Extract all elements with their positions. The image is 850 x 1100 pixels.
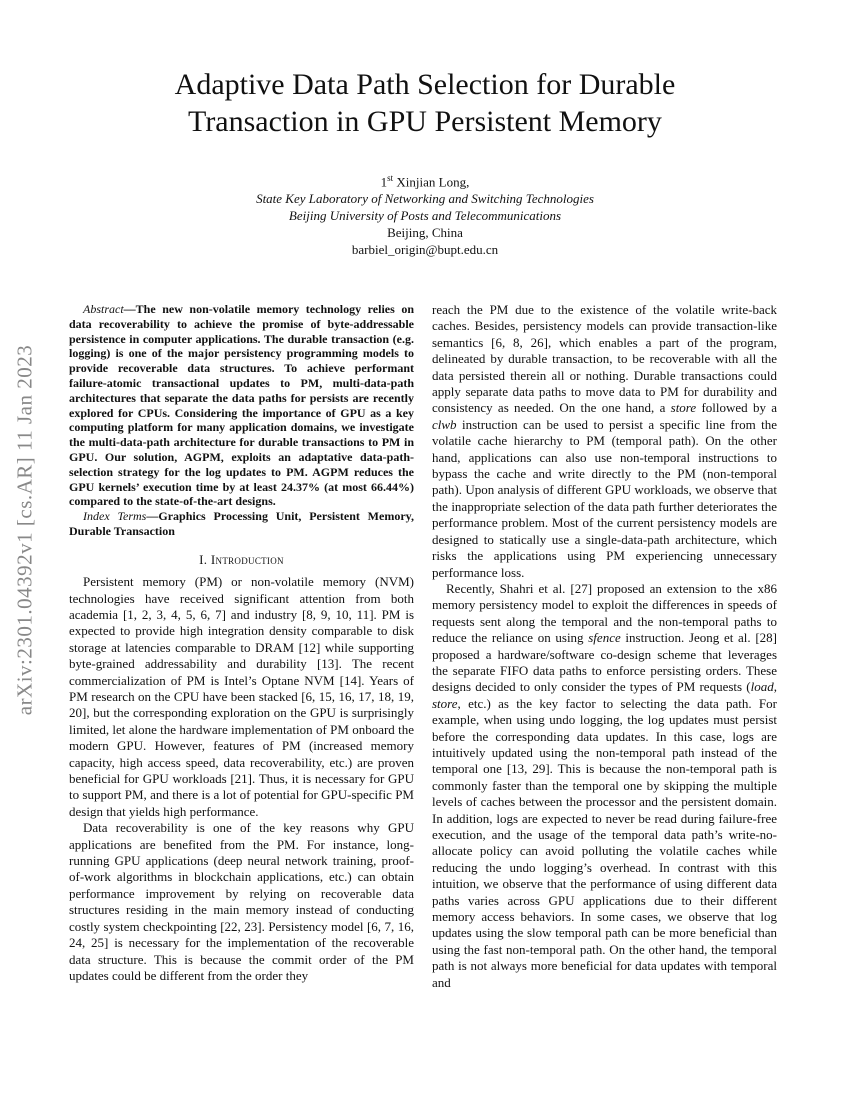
- paragraph-text: , etc.) as the key factor to selecting the data path. For example, when using undo logging, the log updates must persist before the corresponding data updates. In this case, logs are intuitively updated using the non-temporal path instead of the temporal one [13, 29]. This is because the non-temporal path is commonly faster than the temporal one by skipping the multiple levels of caches between the processor and the persistent domain. In addition, logs are expected to never be read during failure-free execution, and the usage of the temporal data path’s write-no-allocate policy can avoid polluting the volatile caches while reducing the undo logging’s overhead. In contrast with this intuition, we observe that the performance of using different data paths varies across GPU applications due to their different memory access behaviors. In some cases, we observe that log updates using the slow temporal path can be more beneficial than using the fast non-temporal path. On the other hand, the temporal path is not always more beneficial for data updates with temporal and: [432, 695, 777, 990]
- index-terms-text: —Graphics Processing Unit, Persistent Memory, Durable Transaction: [69, 509, 414, 538]
- paragraph-text: instruction can be used to persist a specific line from the volatile cache hierarchy to PM (temporal path). On the other hand, applications can also use non-temporal instructions to bypass the cache and write directly to the PM (non-temporal path). Upon analysis of different GPU workloads, we observe that the inappropriate selection of the data path further deteriorates the performance problem. Most of the current persistency models are designed to statically use a single-data-path architecture, which risks the applications using PM experiencing unnecessary performance loss.: [432, 416, 777, 580]
- intro-paragraph-1: Persistent memory (PM) or non-volatile memory (NVM) technologies have received significant attention from both academia [1, 2, 3, 4, 5, 6, 7] and industry [8, 9, 10, 11]. PM is expected to provide high integration density comparable to disk storage at latencies comparable to DRAM [12] while supporting byte-grained addressability and durability [13]. The recent commercialization of PM is Intel’s Optane NVM [14]. Years of PM research on the CPU have been stacked [6, 15, 16, 17, 18, 19, 20], but the corresponding exploration on the GPU is surprisingly limited, let alone the hardware implementation of PM onboard the modern GPU. However, features of PM (increased memory capacity, high access speed, data recoverability, etc.) are proven beneficial for GPU workloads [21]. Thus, it is necessary for GPU to support PM, and there is a lot of potential for GPU-specific PM design that yields high performance.: [69, 574, 414, 819]
- section-heading-introduction: I. Introduction: [199, 551, 284, 567]
- inline-code-clwb: clwb: [432, 416, 457, 432]
- author-line: [80, 170, 770, 190]
- inline-code-load: load: [750, 679, 774, 695]
- author-number: 1: [380, 174, 388, 190]
- paragraph-text: reach the PM due to the existence of the volatile write-back caches. Besides, persistency models can provide transaction-like semantics [6, 8, 26], which enables a part of the program, delineated by durable transaction, to be recoverable with all the data persisted therein all or nothing. Durable transactions could apply separate data paths to move data to PM for durability and consistency as needed. On the one hand, a: [432, 302, 777, 416]
- affiliation-lab: State Key Laboratory of Networking and Switching Technologies: [256, 191, 594, 207]
- index-terms-label: Index Terms: [83, 509, 147, 524]
- abstract-text: —The new non-volatile memory technology relies on data recoverability to achieve the promise of byte-addressable persistence in computer applications. The durable transaction (e.g. logging) is one of the major persistency programming models to provide recoverable data structures. To achieve performant failure-atomic transactional updates to PM, multi-data-path architectures that separate the data paths for persists are recently explored for CPUs. Considering the importance of GPU as a key computing platform for many application domains, we investigate the multi-data-path architecture for durable transactions to PM in GPU. Our solution, AGPM, exploits an adaptative data-path-selection strategy for the log updates to PM. AGPM reduces the GPU kernels’ execution time by at least 24.37% (at most 66.44%) compared to the state-of-the-art designs.: [69, 302, 414, 509]
- left-column: [69, 302, 414, 984]
- author-block: [80, 170, 770, 258]
- arxiv-sidebar-stamp: [4, 295, 46, 765]
- intro-paragraph-2-continued: [432, 302, 777, 581]
- index-terms: [69, 509, 414, 539]
- inline-code-store: store: [670, 400, 697, 416]
- intro-paragraph-3: [432, 581, 777, 991]
- paragraph-text: instruction. Jeong et al. [28] proposed a hardware/software co-design scheme that leverages the separate FIFO data paths to enforce persisting orders. These designs decided to only consider the types of PM requests (: [432, 630, 778, 695]
- abstract: [69, 302, 414, 509]
- paragraph-text: followed by a: [696, 400, 778, 416]
- paragraph-text: Recently, Shahri et al. [27] proposed an extension to the x86 memory persistency model to exploit the differences in speeds of requests sent along the temporal and the non-temporal paths to reduce the reliance on using: [432, 580, 777, 646]
- author-name: Xinjian Long,: [393, 174, 470, 190]
- title-line-2: Transaction in GPU Persistent Memory: [188, 105, 662, 138]
- paper-title: [80, 66, 770, 140]
- right-column: [432, 302, 777, 991]
- title-line-1: Adaptive Data Path Selection for Durable: [174, 68, 676, 101]
- affiliation-university: Beijing University of Posts and Telecommunications: [288, 208, 562, 224]
- paragraph-text: ,: [773, 679, 777, 695]
- author-location: Beijing, China: [387, 225, 463, 241]
- intro-paragraph-2: Data recoverability is one of the key reasons why GPU applications are benefited from the PM. For instance, long-running GPU applications (deep neural network training, proof-of-work algorithms in blockchain applications, etc.) can obtain performance improvement by relying on recoverable data structures residing in the main memory instead of conducting costly system checkpointing [22, 23]. Persistency model [6, 7, 16, 24, 25] is necessary for the implementation of the recoverable data structure. This is because the commit order of the PM updates could be different from the order they: [69, 820, 414, 983]
- arxiv-identifier: arXiv:2301.04392v1 [cs.AR] 11 Jan 2023: [12, 344, 37, 716]
- inline-code-store: store: [432, 695, 458, 711]
- inline-code-sfence: sfence: [588, 630, 621, 646]
- author-ordinal: st: [387, 173, 394, 183]
- author-email: barbiel_origin@bupt.edu.cn: [351, 242, 499, 258]
- abstract-label: Abstract: [83, 302, 124, 316]
